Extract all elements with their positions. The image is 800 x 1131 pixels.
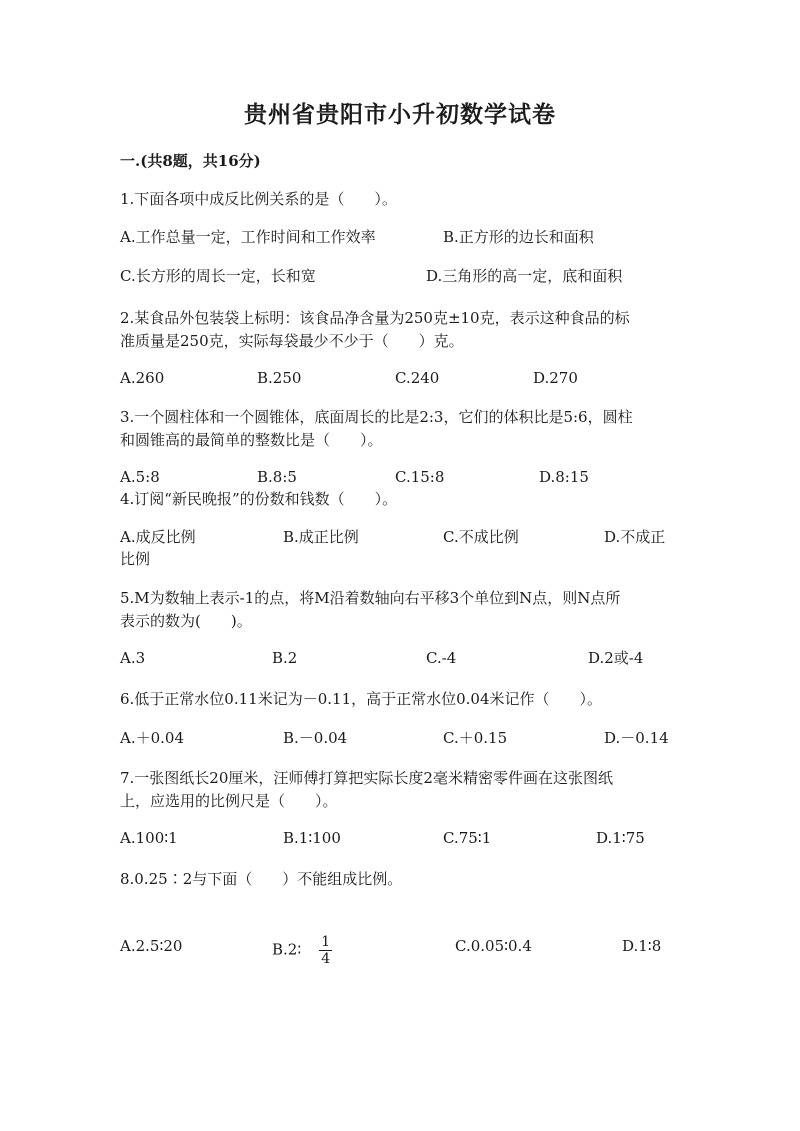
fraction-one-quarter (319, 934, 332, 967)
q5-option-b: B.2 (272, 649, 298, 667)
q8-option-c: C.0.05∶0.4 (455, 937, 532, 955)
q4-option-a: A.成反比例 (120, 528, 196, 546)
q7-option-c: C.75∶1 (443, 829, 492, 847)
question-3-text-line2: 和圆锥高的最简单的整数比是（ ）。 (120, 431, 383, 449)
question-5-text-line1: 5.M为数轴上表示-1的点，将M沿着数轴向右平移3个单位到N点，则N点所 (120, 589, 621, 607)
question-6-text: 6.低于正常水位0.11米记为－0.11，高于正常水位0.04米记作（ ）。 (120, 690, 603, 708)
q6-option-a: A.＋0.04 (120, 729, 184, 747)
q1-option-a: A.工作总量一定，工作时间和工作效率 (120, 228, 376, 246)
question-2-text-line1: 2.某食品外包装袋上标明：该食品净含量为250克±10克，表示这种食品的标 (120, 309, 630, 327)
question-3-text-line1: 3.一个圆柱体和一个圆锥体，底面周长的比是2:3，它们的体积比是5:6，圆柱 (120, 408, 633, 426)
q2-option-d: D.270 (533, 369, 578, 387)
q8-option-d: D.1∶8 (622, 937, 662, 955)
fraction-denominator: 4 (321, 951, 331, 967)
q5-option-c: C.-4 (426, 649, 457, 667)
question-5-text-line2: 表示的数为( )。 (120, 612, 252, 630)
q4-option-d: D.不成正 (604, 528, 666, 546)
q2-option-a: A.260 (120, 369, 165, 387)
q6-option-d: D.－0.14 (604, 729, 669, 747)
q1-option-b: B.正方形的边长和面积 (443, 228, 594, 246)
q8-option-a: A.2.5∶20 (120, 937, 183, 955)
q3-option-a: A.5:8 (120, 468, 160, 486)
q2-option-c: C.240 (395, 369, 440, 387)
q5-option-d: D.2或-4 (588, 649, 644, 667)
q1-option-c: C.长方形的周长一定，长和宽 (120, 267, 316, 285)
question-7-text-line1: 7.一张图纸长20厘米，汪师傅打算把实际长度2毫米精密零件画在这张图纸 (120, 769, 613, 787)
question-7-text-line2: 上，应选用的比例尺是（ ）。 (120, 792, 338, 810)
q4-option-b: B.成正比例 (283, 528, 359, 546)
q5-option-a: A.3 (120, 649, 146, 667)
q4-option-c: C.不成比例 (443, 528, 519, 546)
q3-option-b: B.8:5 (257, 468, 297, 486)
fraction-numerator: 1 (321, 934, 331, 950)
q8-option-b-label: B.2∶ (272, 940, 302, 959)
q7-option-b: B.1∶100 (283, 829, 341, 847)
q8-option-b (272, 934, 332, 967)
q7-option-d: D.1∶75 (596, 829, 645, 847)
question-8-text: 8.0.25∶2与下面（ ）不能组成比例。 (120, 870, 403, 888)
q6-option-c: C.＋0.15 (443, 729, 508, 747)
q7-option-a: A.100∶1 (120, 829, 178, 847)
q6-option-b: B.－0.04 (283, 729, 348, 747)
exam-title: 贵州省贵阳市小升初数学试卷 (244, 101, 556, 128)
question-4-text: 4.订阅“新民晚报”的份数和钱数（ ）。 (120, 490, 398, 508)
question-1-text: 1.下面各项中成反比例关系的是（ ）。 (120, 190, 397, 208)
q4-option-d-wrap: 比例 (120, 550, 151, 568)
q2-option-b: B.250 (257, 369, 302, 387)
q3-option-d: D.8:15 (539, 468, 589, 486)
q1-option-d: D.三角形的高一定，底和面积 (426, 267, 623, 285)
q3-option-c: C.15:8 (395, 468, 445, 486)
question-2-text-line2: 准质量是250克，实际每袋最少不少于（ ）克。 (120, 332, 464, 350)
section-heading: 一.(共8题，共16分) (120, 152, 261, 170)
